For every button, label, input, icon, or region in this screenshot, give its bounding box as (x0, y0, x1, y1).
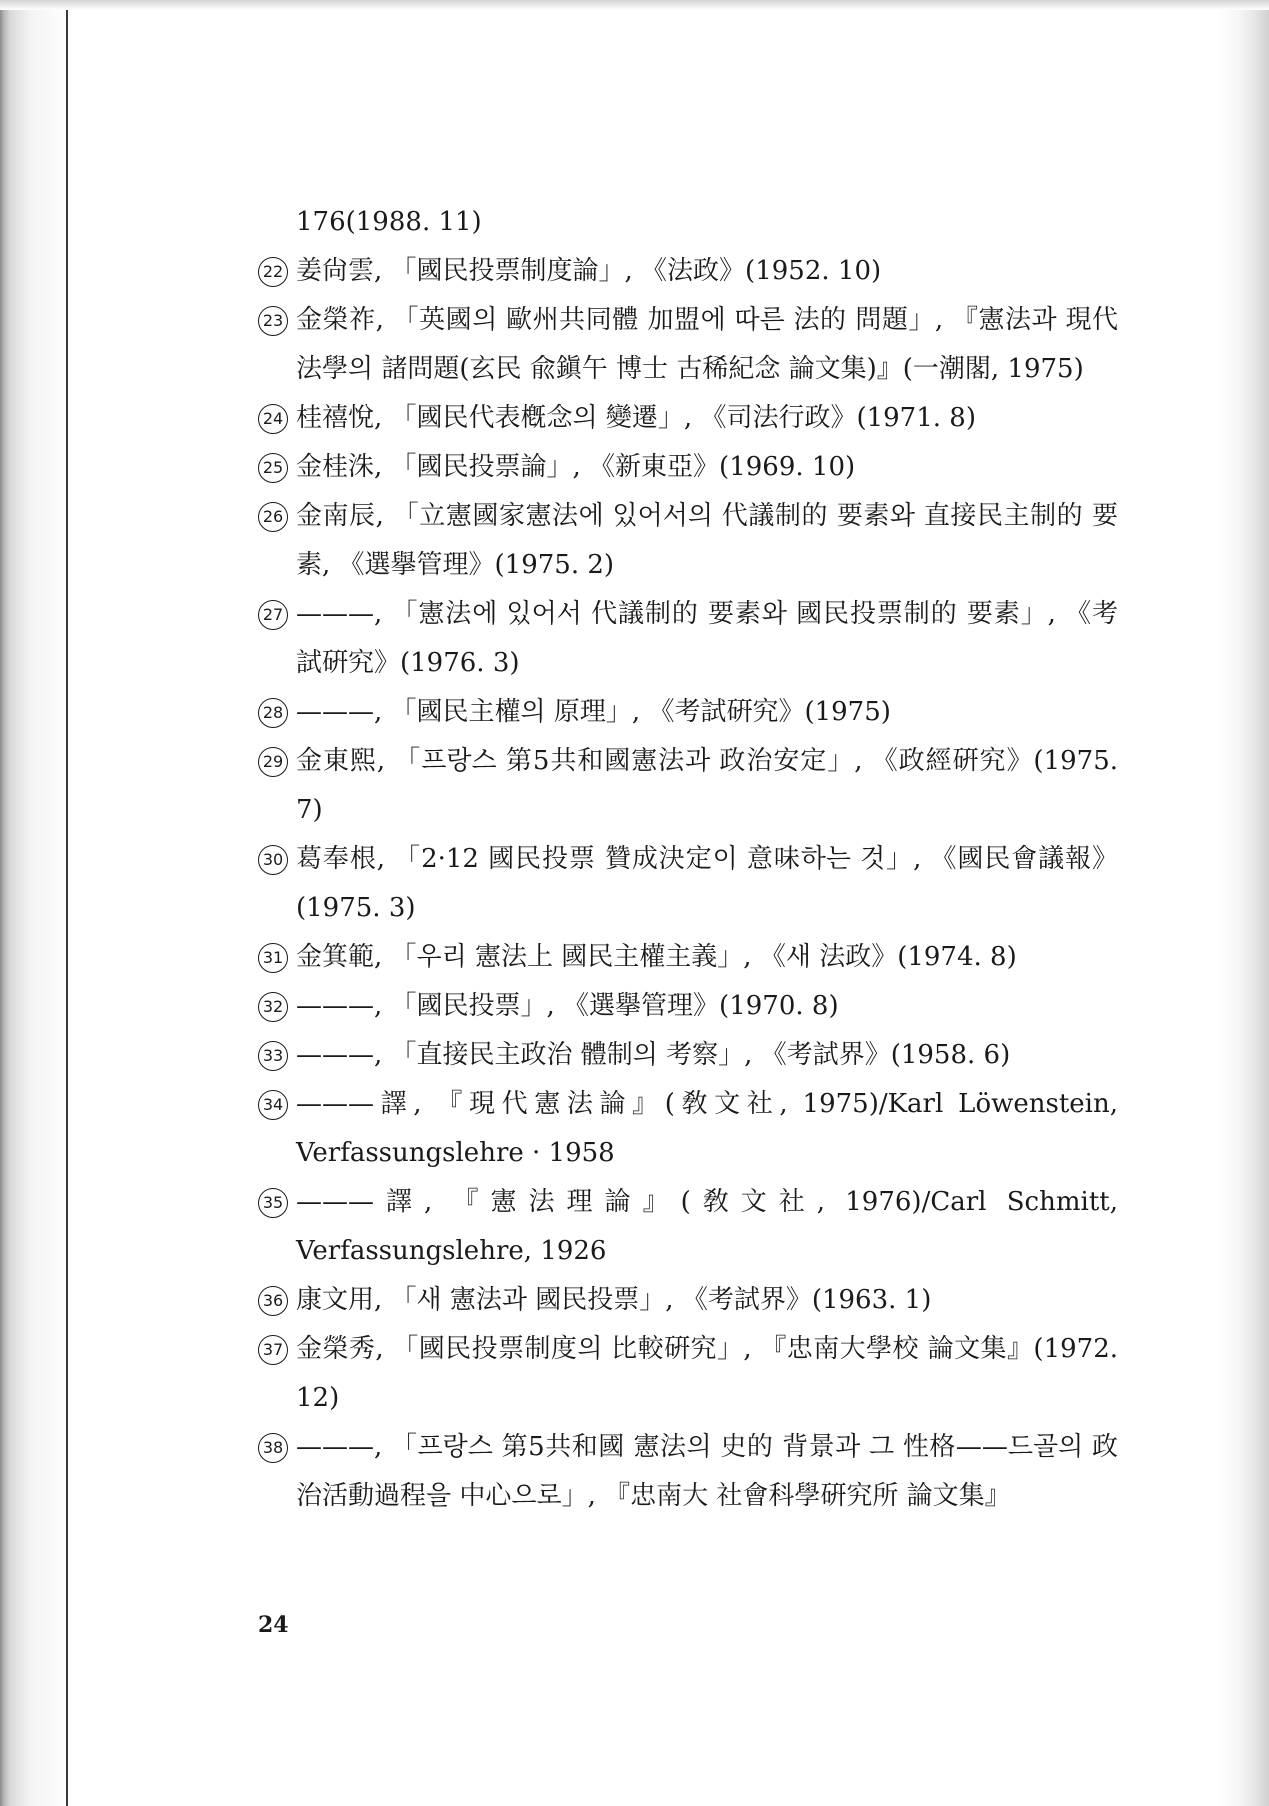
reference-entry (258, 835, 1118, 933)
reference-number: 26 (258, 502, 288, 532)
reference-entry (258, 933, 1118, 982)
reference-number: 33 (258, 1041, 288, 1071)
reference-entry (258, 443, 1118, 492)
reference-text: ———, 「國民投票」, 《選擧管理》(1970. 8) (296, 991, 839, 1021)
reference-entry (258, 296, 1118, 394)
reference-number: 34 (258, 1090, 288, 1120)
reference-number: 30 (258, 845, 288, 875)
reference-number: 28 (258, 698, 288, 728)
reference-number: 31 (258, 943, 288, 973)
reference-entry (258, 1178, 1118, 1276)
reference-entry (258, 1423, 1118, 1521)
reference-text: 葛奉根, 「2·12 國民投票 贊成決定이 意味하는 것」, 《國民會議報》(1975. 3) (296, 844, 1118, 923)
reference-text: 176(1988. 11) (296, 207, 482, 237)
reference-number: 23 (258, 306, 288, 336)
reference-text: ———譯, 『現代憲法論』(敎文社, 1975)/Karl Löwenstein, Verfassungslehre · 1958 (296, 1089, 1118, 1168)
reference-entry (258, 982, 1118, 1031)
reference-text: 金南辰, 「立憲國家憲法에 있어서의 代議制的 要素와 直接民主制的 要素, 《選擧管理》(1975. 2) (296, 501, 1118, 580)
reference-number: 32 (258, 992, 288, 1022)
reference-number (258, 208, 288, 238)
reference-text: ———譯, 『憲法理論』(敎文社, 1976)/Carl Schmitt, Verfassungslehre, 1926 (296, 1187, 1118, 1266)
reference-number: 22 (258, 257, 288, 287)
reference-entry (258, 492, 1118, 590)
reference-entry (258, 1031, 1118, 1080)
reference-number: 24 (258, 404, 288, 434)
reference-entry (258, 247, 1118, 296)
reference-text: ———, 「憲法에 있어서 代議制的 要素와 國民投票制的 要素」, 《考試硏究》(1976. 3) (296, 599, 1118, 678)
reference-entry (258, 737, 1118, 835)
reference-number: 25 (258, 453, 288, 483)
reference-text: 金榮秀, 「國民投票制度의 比較硏究」, 『忠南大學校 論文集』(1972. 12) (296, 1334, 1118, 1413)
reference-entry (258, 1276, 1118, 1325)
reference-text: 金榮祚, 「英國의 歐州共同體 加盟에 따른 法的 問題」, 『憲法과 現代法學의 諸問題(玄民 兪鎭午 博士 古稀紀念 論文集)』(一潮閣, 1975) (296, 305, 1118, 384)
reference-number: 35 (258, 1188, 288, 1218)
reference-number: 38 (258, 1433, 288, 1463)
reference-text: ———, 「프랑스 第5共和國 憲法의 史的 背景과 그 性格——드골의 政治活動過程을 中心으로」, 『忠南大 社會科學硏究所 論文集』 (296, 1432, 1118, 1511)
reference-number: 37 (258, 1335, 288, 1365)
reference-text: 金東熙, 「프랑스 第5共和國憲法과 政治安定」, 《政經硏究》(1975. 7) (296, 746, 1118, 825)
reference-text: ———, 「直接民主政治 體制의 考察」, 《考試界》(1958. 6) (296, 1040, 1011, 1070)
reference-text: 康文用, 「새 憲法과 國民投票」, 《考試界》(1963. 1) (296, 1285, 932, 1315)
reference-entry (258, 1080, 1118, 1178)
reference-entry (258, 590, 1118, 688)
reference-number: 27 (258, 600, 288, 630)
reference-entry (258, 688, 1118, 737)
reference-text: 桂禧悅, 「國民代表槪念의 變遷」, 《司法行政》(1971. 8) (296, 403, 976, 433)
reference-entry (258, 394, 1118, 443)
reference-text: 金箕範, 「우리 憲法上 國民主權主義」, 《새 法政》(1974. 8) (296, 942, 1017, 972)
reference-entry (258, 1325, 1118, 1423)
reference-entry (258, 198, 1118, 247)
reference-text: ———, 「國民主權의 原理」, 《考試硏究》(1975) (296, 697, 891, 727)
reference-text: 金桂洙, 「國民投票論」, 《新東亞》(1969. 10) (296, 452, 856, 482)
reference-list (258, 198, 1118, 1521)
reference-number: 29 (258, 747, 288, 777)
reference-text: 姜尙雲, 「國民投票制度論」, 《法政》(1952. 10) (296, 256, 882, 286)
page-number: 24 (258, 1612, 289, 1638)
reference-number: 36 (258, 1286, 288, 1316)
